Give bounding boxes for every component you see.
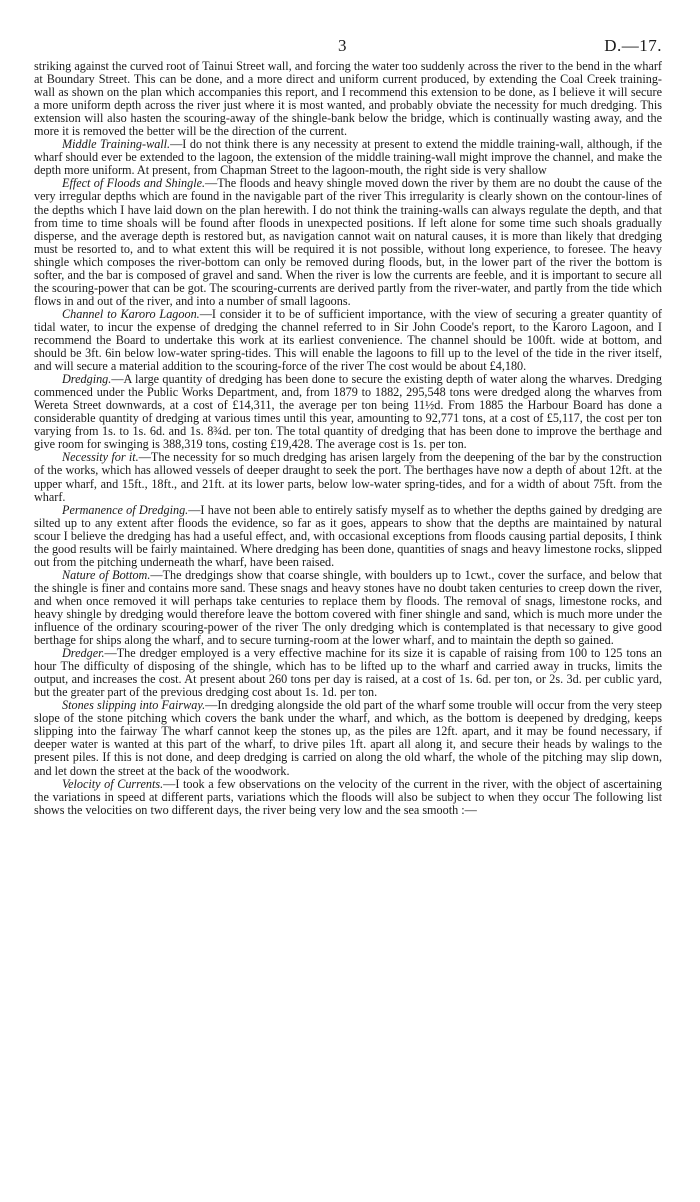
paragraph-heading: Stones slipping into Fairway.	[62, 698, 206, 713]
paragraph-heading: Permanence of Dredging.	[62, 502, 189, 517]
document-reference: D.—17.	[604, 36, 662, 55]
paragraph-middle-training-wall	[34, 138, 662, 177]
paragraph-text: —A large quantity of dredging has been done to secure the existing depth of water along the wharves. Dredging commenced under the Public Works Department, and, from 1879 to 1882, 295,548 tons were dredged along the wharves from Wereta Street downwards, at a cost of £14,311, the average per ton being 11½d. From 1885 the Harbour Board has done a considerable quantity of dredging at various times until this year, amounting to 92,771 tons, at a cost of £5,117, the cost per ton varying from 1s. to 1s. 6d. and 1s. 8¾d. per ton. The total quantity of dredging that has been done to improve the berthage and give room for swinging is 388,319 tons, costing £19,428. The average cost is 1s. per ton.	[34, 372, 662, 452]
paragraph-text: —The dredgings show that coarse shingle, with boulders up to 1cwt., cover the surface, and below that the shingle is finer and contains more sand. These snags and heavy stones have no doubt taken centuries to creep down the river, and when once removed it will perhaps take centuries to replace them by floods. The removal of snags, limestone rocks, and heavy shingle by dredging would therefore leave the bottom covered with finer shingle and sand, which is much more under the influence of the ordinary scouring-power of the river The only dredging which is contemplated is that necessary to give good berthage for ships along the wharf, and to secure turning-room at the lower wharf, and to maintain the depth so gained.	[34, 567, 663, 648]
paragraph-heading: Channel to Karoro Lagoon.	[62, 306, 200, 321]
paragraph-text: —I consider it to be of sufficient importance, with the view of securing a greater quantity of tidal water, to incur the expense of dredging the channel referred to in Sir John Coode's report, to the Karoro Lagoon, and I recommend the Board to undertake this work at its earliest convenience. The channel should be 100ft. wide at bottom, and should be 3ft. 6in below low-water spring-tides. This will enable the lagoons to fill up to the level of the tide in the river itself, and will secure a material addition to the scouring-force of the river The cost would be about £4,180.	[34, 306, 662, 374]
paragraph-dredging	[34, 373, 662, 451]
paragraph-text: —I took a few observations on the velocity of the current in the river, with the object of ascertaining the variations in speed at different parts, variations which the floods will also be subject to when they occur The following list shows the velocities on two different days, the river being very low and the sea smooth :—	[34, 776, 662, 817]
paragraph-text: —In dredging alongside the old part of the wharf some trouble will occur from the very steep slope of the stone pitching which covers the bank under the wharf, and which, as the bottom is deepened by dredging, keeps slipping into the fairway The wharf cannot keep the stones up, as the piles are 12ft. apart, and it may be found necessary, if deeper water is wanted at this part of the wharf, to drive piles 1ft. apart all along it, and secure their heads by walings to the present piles. If this is not done, and deep dredging is carried on along the old wharf, the whole of the pitching may slip down, and let down the street at the back of the woodwork.	[34, 698, 662, 778]
paragraph-nature-of-bottom	[34, 569, 662, 647]
paragraph-dredger	[34, 647, 662, 699]
paragraph-heading: Nature of Bottom.	[62, 567, 151, 582]
paragraph-text: —The floods and heavy shingle moved down the river by them are no doubt the cause of the very irregular depths which are found in the navigable part of the river This irregularity is clearly shown on the contour-lines of the depths which I have laid down on the plan herewith. I do not think the training-walls can always regulate the depth, and that from time to time shoals will be found after floods in unexpected positions. If left alone for some time such shoals gradually disperse, and the average depth is restored but, as navigation cannot wait on natural causes, it is more than likely that dredging must be resorted to, and to what extent this will be required it is not possible, without long experience, to foresee. The heavy shingle which composes the river-bottom can only be removed during floods, but, in the lower part of the river the bottom is softer, and the bar is composed of gravel and sand. When the river is low the currents are feeble, and it is important to secure all the scouring-power that can be got. The scouring-currents are derived partly from the river-water, and partly from the tide which flows in and out of the river, and into a number of small lagoons.	[34, 176, 662, 308]
paragraph-heading: Necessity for it.	[62, 450, 139, 465]
paragraph-heading: Dredger.	[62, 646, 105, 661]
paragraph-continuation	[34, 60, 662, 138]
page-number: 3	[338, 36, 347, 55]
paragraph-permanence	[34, 504, 662, 569]
paragraph-stones-slipping	[34, 699, 662, 777]
body-text	[34, 60, 662, 817]
paragraph-text: —I have not been able to entirely satisfy myself as to whether the depths gained by dredging are silted up to any extent after floods the evidence, so far as it goes, appears to show that the depths are maintained by natural scour I believe the dredging has had a useful effect, and, with occasional exceptions from floods causing partial deposits, I think the good results will be fairly maintained. Where dredging has been done, quantities of snags and heavy limestone rocks, slipped out from the pitching underneath the wharf, have been raised.	[34, 502, 662, 569]
paragraph-effect-of-floods	[34, 177, 662, 307]
paragraph-text: striking against the curved root of Tainui Street wall, and forcing the water too suddenly across the river to the bend in the wharf at Boundary Street. This can be done, and a more direct and uniform current produced, by extending the Coal Creek training-wall as shown on the plan which accompanies this report, and I recommend this extension to be done, as I believe it will secure a more uniform depth across the river just where it is most wanted, and probably obviate the necessity for much dredging. This extension will also hasten the scouring-away of the shingle-bank below the bridge, which is continually wasting away, and the more it is removed the better will be the direction of the current.	[34, 59, 662, 139]
document-page	[34, 36, 662, 817]
paragraph-velocity-of-currents	[34, 778, 662, 817]
page-header	[34, 36, 662, 56]
paragraph-heading: Middle Training-wall.	[62, 137, 171, 152]
paragraph-heading: Dredging.	[62, 372, 112, 387]
paragraph-text: —I do not think there is any necessity at present to extend the middle training-wall, although, if the wharf should ever be extended to the lagoon, the extension of the middle training-wall might improve the channel, and make the depth more uniform. At present, from Chapman Street to the lagoon-mouth, the right side is very shallow	[34, 137, 662, 178]
paragraph-heading: Effect of Floods and Shingle.	[62, 176, 206, 191]
paragraph-heading: Velocity of Currents.	[62, 776, 164, 791]
paragraph-text: —The necessity for so much dredging has arisen largely from the deepening of the bar by the construction of the works, which has allowed vessels of deeper draught to seek the port. The berthages have now a depth of about 12ft. at the upper wharf, and 15ft., 18ft., and 21ft. at its lower parts, below low-water spring-tides, and for a width of about 75ft. from the wharf.	[34, 450, 662, 504]
paragraph-channel-to-karoro	[34, 308, 662, 373]
paragraph-text: —The dredger employed is a very effective machine for its size it is capable of raising from 100 to 125 tons an hour The difficulty of disposing of the shingle, which has to be lifted up to the wharf and carried away in trucks, limits the output, and increases the cost. At present about 260 tons per day is raised, at a cost of 1s. 6d. per ton, or 2s. 3d. per cublic yard, but the greater part of the previous dredging cost about 1s. 1d. per ton.	[34, 646, 662, 700]
paragraph-necessity	[34, 451, 662, 503]
